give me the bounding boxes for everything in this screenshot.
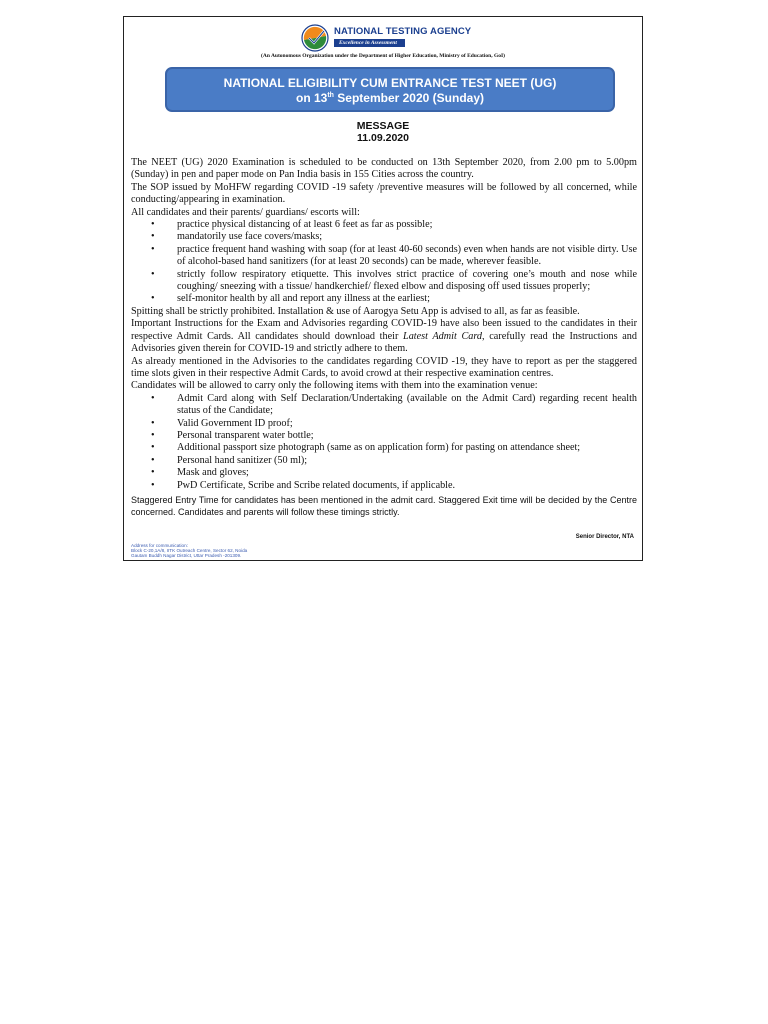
message-title: MESSAGE xyxy=(356,120,410,132)
list-item: • self-monitor health by all and report any illness at the earliest; xyxy=(151,293,430,305)
paragraph-sop: The SOP issued by MoHFW regarding COVID -19 safety /preventive measures will be followed by all concerned, while conducting/appearing in examination. xyxy=(131,181,637,206)
org-subtitle: (An Autonomous Organization under the Department of Higher Education, Ministry of Education, GoI) xyxy=(261,53,505,59)
tagline: Excellence in Assessment xyxy=(334,39,405,47)
paragraph-admit-card: Important Instructions for the Exam and Advisories regarding COVID-19 have also been issued to the candidates in their respective Admit Cards. All candidates should download their Latest Admit Card, carefully read the Instructions and Advisories given therein for COVID-19 and strictly adhere to them. xyxy=(131,318,637,355)
address-label: Address for communication: xyxy=(131,543,188,548)
banner-line-2 xyxy=(167,91,613,105)
message-date: 11.09.2020 xyxy=(357,132,409,144)
bullet-icon: • xyxy=(151,268,155,280)
list-item: • Admit Card along with Self Declaration/Undertaking (available on the Admit Card) regarding recent health status of the Candidate; xyxy=(151,392,637,417)
paragraph-staggered-entry-exit: Staggered Entry Time for candidates has been mentioned in the admit card. Staggered Exit time will be decided by the Centre concerned. Candidates and parents will follow these timings strictly. xyxy=(131,494,637,518)
paragraph-exam-schedule: The NEET (UG) 2020 Examination is scheduled to be conducted on 13th September 2020, from 2.00 pm to 5.00pm (Sunday) in pen and paper mode on Pan India basis in 155 Cities across the country. xyxy=(131,157,637,181)
title-banner xyxy=(165,67,615,112)
list-item: • Valid Government ID proof; xyxy=(151,417,293,429)
paragraph-spitting: Spitting shall be strictly prohibited. Installation & use of Aarogya Setu App is advised to all, as far as feasible. xyxy=(131,305,580,317)
bullet-icon: • xyxy=(151,442,155,454)
banner-line-1: NATIONAL ELIGIBILITY CUM ENTRANCE TEST NEET (UG) xyxy=(223,76,557,90)
bullet-icon: • xyxy=(151,243,155,255)
nta-logo-icon xyxy=(300,23,330,53)
org-name: NATIONAL TESTING AGENCY xyxy=(334,26,472,37)
list-item: • Mask and gloves; xyxy=(151,467,249,479)
paragraph-items-allowed: Candidates will be allowed to carry only the following items with them into the examination venue: xyxy=(131,380,538,392)
bullet-icon: • xyxy=(151,454,155,466)
address-block xyxy=(131,543,247,559)
message-body xyxy=(131,157,637,519)
list-item: • PwD Certificate, Scribe and Scribe related documents, if applicable. xyxy=(151,479,456,491)
paragraph-staggered-slots: As already mentioned in the Advisories to the candidates regarding COVID -19, they have to report as per the staggered time slots given in their respective Admit Cards, to avoid crowd at their respective examination centres. xyxy=(131,355,637,379)
list-item: • Additional passport size photograph (same as on application form) for pasting on attendance sheet; xyxy=(151,442,581,454)
list-item: • Personal transparent water bottle; xyxy=(151,429,314,441)
list-item: • strictly follow respiratory etiquette. This involves strict practice of covering one’s mouth and nose while coughing/ sneezing with a tissue/ handkerchief/ flexed elbow and disposing off used tissues properly; xyxy=(151,268,637,293)
latest-admit-card-text: Latest Admit Card xyxy=(403,330,483,342)
list-item: • Personal hand sanitizer (50 ml); xyxy=(151,454,308,466)
address-line-2: Gautam Buddh Nagar District, Uttar Pradesh -201309. xyxy=(131,553,242,559)
letterhead xyxy=(124,23,642,69)
bullet-icon: • xyxy=(151,231,155,243)
list-item: • practice physical distancing of at least 6 feet as far as possible; xyxy=(151,219,433,231)
banner-superscript: th xyxy=(327,92,334,99)
bullet-icon: • xyxy=(151,392,155,404)
bullet-icon: • xyxy=(151,417,155,429)
bullet-icon: • xyxy=(151,429,155,441)
bullet-icon: • xyxy=(151,219,155,231)
list-item: • practice frequent hand washing with soap (for at least 40-60 seconds) even when hands are not visible dirty. Use of alcohol-based hand sanitizers (for at least 20 seconds) can be made, wherever feasible. xyxy=(151,243,637,268)
bullet-icon: • xyxy=(151,467,155,479)
bullet-icon: • xyxy=(151,293,155,305)
banner-line-2-pre: on 13 xyxy=(295,91,328,105)
signature: Senior Director, NTA xyxy=(575,534,634,540)
covid-guidelines-list xyxy=(131,219,637,306)
paragraph-candidates-will: All candidates and their parents/ guardians/ escorts will: xyxy=(131,206,360,218)
address-line-1: Block C-20,1A/8, IITK Outreach Centre, Sector 62, Noida xyxy=(131,548,248,554)
notice-page xyxy=(123,16,643,561)
allowed-items-list xyxy=(131,393,637,492)
bullet-icon: • xyxy=(151,479,155,491)
banner-line-2-post: September 2020 (Sunday) xyxy=(333,91,484,105)
list-item: • mandatorily use face covers/masks; xyxy=(151,231,323,243)
